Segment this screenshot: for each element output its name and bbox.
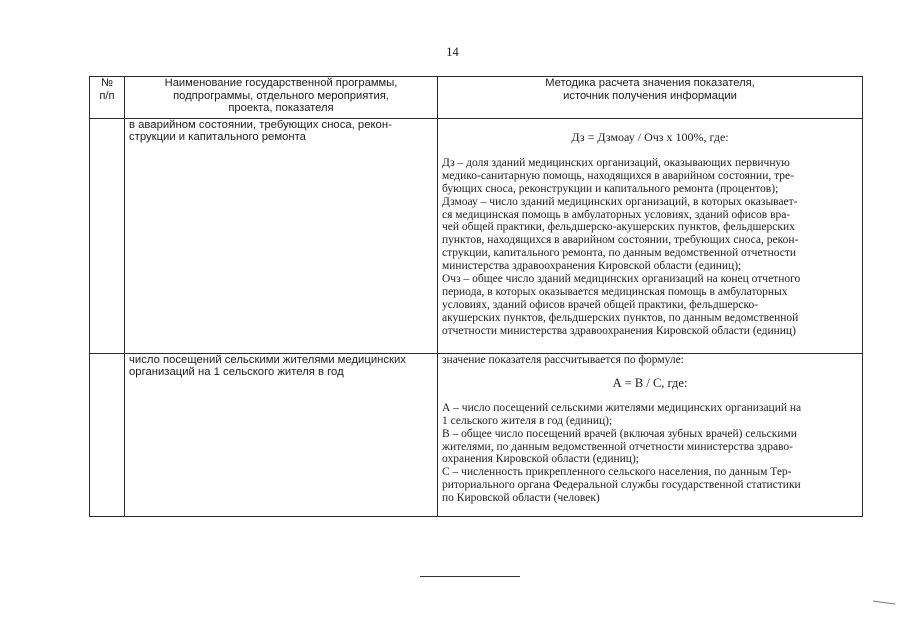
text-line: число посещений сельскими жителями медицинских bbox=[129, 354, 406, 366]
header-text: проекта, показателя bbox=[228, 102, 334, 114]
text-line: А – число посещений сельскими жителями медицинских организаций на bbox=[442, 401, 802, 414]
row-number bbox=[90, 354, 125, 517]
text-line: С – численность прикрепленного сельского населения, по данным Тер- bbox=[442, 466, 792, 479]
text-line: бующих сноса, реконструкции и капитального ремонта (процентов); bbox=[442, 182, 779, 195]
text-line: периода, в которых оказывается медицинская помощь в амбулаторных bbox=[442, 285, 788, 298]
text-line: ся медицинская помощь в амбулаторных условиях, зданий офисов вра- bbox=[442, 208, 791, 221]
header-name bbox=[125, 77, 438, 119]
text-line: министерства здравоохранения Кировской области (единиц); bbox=[442, 260, 742, 273]
intro-text: значение показателя рассчитывается по формуле: bbox=[442, 354, 684, 366]
text-line: 1 сельского жителя в год (единиц); bbox=[442, 414, 613, 427]
header-text: Методика расчета значения показателя, bbox=[545, 77, 755, 89]
table-row bbox=[90, 354, 863, 517]
header-text: п/п bbox=[99, 89, 115, 102]
text-line: акушерских пунктов, фельдшерских пунктов, по данным ведомственной bbox=[442, 311, 799, 324]
text-line: риториального органа Федеральной службы государственной статистики bbox=[442, 479, 801, 492]
text-line: условиях, зданий офисов врачей общей практики, фельдшерско- bbox=[442, 298, 759, 311]
calculation-method bbox=[438, 354, 863, 517]
text-line: охранения Кировской области (единиц); bbox=[442, 453, 639, 466]
page-number: 14 bbox=[446, 45, 459, 59]
indicator-name bbox=[125, 354, 438, 517]
text-line: Дзмоау – число зданий медицинских организаций, в которых оказывает- bbox=[442, 195, 798, 208]
text-line: пунктов, находящихся в аварийном состоянии, требующих сноса, рекон- bbox=[442, 234, 799, 247]
scan-mark bbox=[873, 600, 895, 604]
header-text: источник получения информации bbox=[563, 89, 737, 102]
header-number bbox=[90, 77, 125, 119]
text-line: струкции, капитального ремонта, по данным ведомственной отчетности bbox=[442, 247, 797, 260]
text-line: В – общее число посещений врачей (включая зубных врачей) сельскими bbox=[442, 427, 797, 440]
header-text: подпрограммы, отдельного мероприятия, bbox=[173, 89, 389, 102]
formula: А = В / С, где: bbox=[612, 375, 688, 390]
text-line: в аварийном состоянии, требующих сноса, рекон- bbox=[129, 119, 392, 131]
row-number bbox=[90, 119, 125, 354]
calculation-method bbox=[438, 119, 863, 354]
table-header-row bbox=[90, 77, 863, 119]
text-line: организаций на 1 сельского жителя в год bbox=[129, 366, 344, 379]
footer-divider bbox=[420, 576, 520, 577]
text-line: струкции и капитального ремонта bbox=[129, 131, 306, 144]
table-row bbox=[90, 119, 863, 354]
text-line: жителями, по данным ведомственной отчетности министерства здраво- bbox=[442, 440, 793, 453]
text-line: Очз – общее число зданий медицинских организаций на конец отчетного bbox=[442, 273, 801, 286]
text-line: Дз – доля зданий медицинских организаций, оказывающих первичную bbox=[442, 156, 790, 169]
text-line: медико-санитарную помощь, находящихся в аварийном состоянии, тре- bbox=[442, 169, 794, 182]
text-line: по Кировской области (человек) bbox=[442, 492, 600, 505]
text-line: чей общей практики, фельдшерско-акушерских пунктов, фельдшерских bbox=[442, 221, 795, 234]
header-method bbox=[438, 77, 863, 119]
header-text: № bbox=[100, 77, 113, 89]
formula: Дз = Дзмоау / Очз x 100%, где: bbox=[571, 130, 729, 144]
indicator-name bbox=[125, 119, 438, 354]
header-text: Наименование государственной программы, bbox=[164, 77, 398, 89]
text-line: отчетности министерства здравоохранения Кировской области (единиц) bbox=[442, 324, 796, 337]
indicator-table bbox=[89, 76, 863, 517]
